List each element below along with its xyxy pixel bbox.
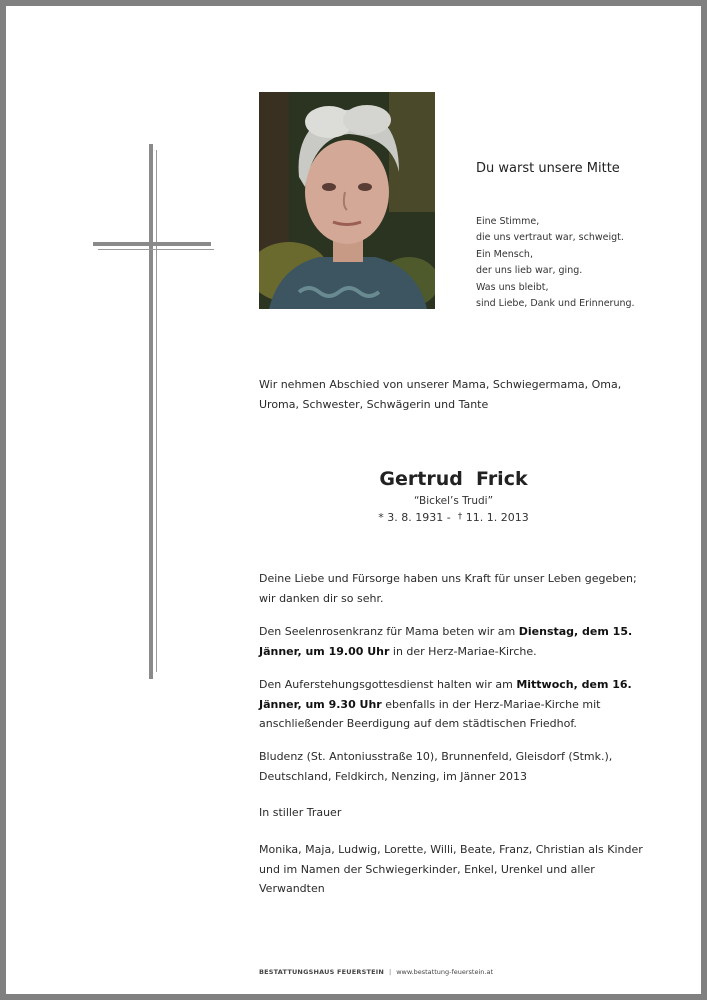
- poem-line: der uns lieb war, ging.: [476, 265, 583, 277]
- funeral-home-website[interactable]: www.bestattung-feuerstein.at: [396, 968, 494, 976]
- poem-title: Du warst unsere Mitte: [476, 161, 620, 176]
- poem-line: Eine Stimme,: [476, 216, 540, 227]
- mass-text: Den Auferstehungsgottesdienst halten wir am: [259, 678, 517, 691]
- poem-line: Was uns bleibt,: [476, 281, 549, 293]
- footer-separator: |: [389, 968, 392, 976]
- deceased-nickname: “Bickel’s Trudi”: [413, 495, 494, 507]
- rosary-datetime: Dienstag, dem 15. Jänner, um 19.00 Uhr: [259, 625, 633, 658]
- portrait-photo: [259, 92, 435, 309]
- mass-location: ebenfalls in der Herz-Mariae-Kirche mit anschließender Beerdigung auf dem städtischen Friedhof.: [259, 697, 601, 730]
- places-paragraph: Bludenz (St. Antoniusstraße 10), Brunnenfeld, Gleisdorf (Stmk.), Deutschland, Feldkirch, Nenzing, im Jänner 2013: [259, 750, 613, 783]
- poem-line: die uns vertraut war, schweigt.: [476, 232, 624, 244]
- mourning-line: In stiller Trauer: [259, 806, 342, 819]
- footer: [259, 968, 493, 976]
- rosary-text: Den Seelenrosenkranz für Mama beten wir am: [259, 625, 519, 638]
- family-paragraph: Monika, Maja, Ludwig, Lorette, Willi, Beate, Franz, Christian als Kinder und im Namen der Schwiegerkinder, Enkel, Urenkel und aller Verwandten: [259, 843, 643, 895]
- poem-line: Ein Mensch,: [476, 248, 533, 260]
- poem-text: [476, 214, 635, 312]
- mass-datetime: Mittwoch, dem 16. Jänner, um 9.30 Uhr: [259, 678, 632, 711]
- intro-line: Uroma, Schwester, Schwägerin und Tante: [259, 397, 489, 411]
- cross-horizontal-bar: [93, 242, 211, 246]
- date-dash: -: [443, 511, 458, 524]
- love-paragraph: Deine Liebe und Fürsorge haben uns Kraft für unser Leben gegeben; wir danken dir so sehr.: [259, 572, 637, 605]
- cross-vertical-line: [156, 150, 157, 672]
- cross-vertical-bar: [149, 144, 153, 679]
- mass-paragraph: [259, 675, 654, 734]
- funeral-home-name: BESTATTUNGSHAUS FEUERSTEIN: [259, 968, 384, 976]
- birth-date: * 3. 8. 1931: [378, 511, 444, 524]
- rosary-location: in der Herz-Mariae-Kirche.: [389, 644, 537, 658]
- intro-line: Wir nehmen Abschied von unserer Mama, Schwiegermama, Oma,: [259, 378, 622, 391]
- rosary-paragraph: [259, 622, 654, 661]
- life-dates: [336, 511, 571, 524]
- deceased-info: [336, 468, 571, 524]
- poem-line: sind Liebe, Dank und Erinnerung.: [476, 298, 635, 310]
- cross-symbol-icon: †: [457, 512, 463, 522]
- death-date: 11. 1. 2013: [462, 511, 529, 524]
- farewell-intro: [259, 375, 654, 414]
- deceased-name: Gertrud Frick: [379, 468, 528, 490]
- cross-horizontal-line: [98, 249, 214, 250]
